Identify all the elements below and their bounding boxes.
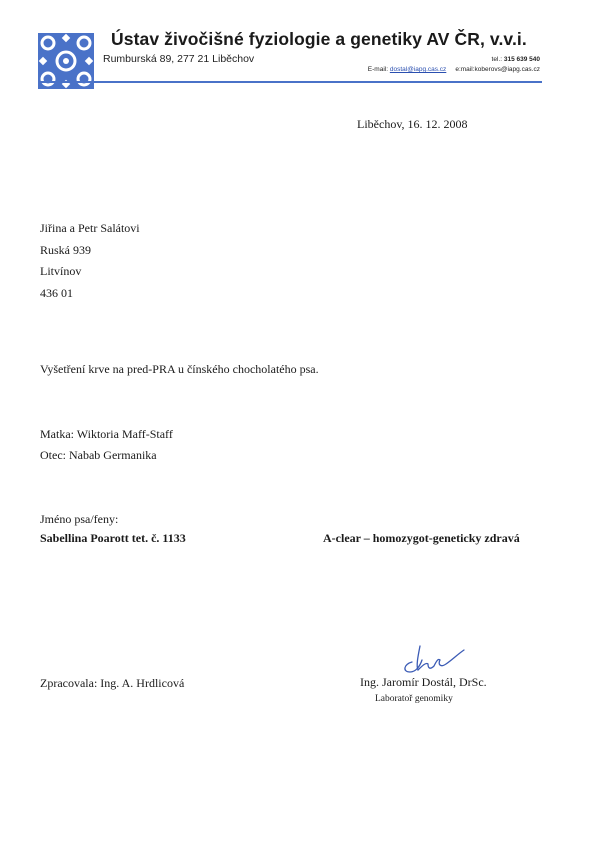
test-result: A-clear – homozygot-geneticky zdravá xyxy=(323,531,520,545)
dog-name-label: Jméno psa/feny: xyxy=(40,512,119,526)
email1-link[interactable]: dostal@iapg.cas.cz xyxy=(389,66,447,73)
email1-label: E-mail: xyxy=(367,66,389,73)
organization-address: Rumburská 89, 277 21 Liběchov xyxy=(103,53,255,65)
phone-label: tel.: xyxy=(491,56,503,63)
recipient-street: Ruská 939 xyxy=(40,243,91,257)
phone-number: 315 639 540 xyxy=(503,56,540,63)
recipient-name: Jiřina a Petr Salátovi xyxy=(40,221,140,235)
signer-name: Ing. Jaromír Dostál, DrSc. xyxy=(360,675,487,689)
handwritten-signature xyxy=(398,640,466,676)
organization-emails xyxy=(300,66,540,73)
dog-name: Sabellina Poarott tet. č. 1133 xyxy=(40,531,186,545)
organization-name: Ústav živočišné fyziologie a genetiky AV ČR, v.v.i. xyxy=(111,29,527,49)
recipient-postcode: 436 01 xyxy=(40,286,73,300)
letter-date: Liběchov, 16. 12. 2008 xyxy=(357,117,468,131)
email2-address: koberovs@iapg.cas.cz xyxy=(474,66,540,73)
signer-department: Laboratoř genomiky xyxy=(375,694,453,704)
organization-phone xyxy=(450,56,540,63)
recipient-city: Litvínov xyxy=(40,264,82,278)
header-divider xyxy=(38,81,542,83)
processed-by: Zpracovala: Ing. A. Hrdlicová xyxy=(40,676,185,690)
email2-label: e:mail: xyxy=(455,66,475,73)
sire-line: Otec: Nabab Germanika xyxy=(40,448,157,462)
letter-subject: Vyšetření krve na pred-PRA u čínského chocholatého psa. xyxy=(40,362,319,376)
dam-line: Matka: Wiktoria Maff-Staff xyxy=(40,427,173,441)
